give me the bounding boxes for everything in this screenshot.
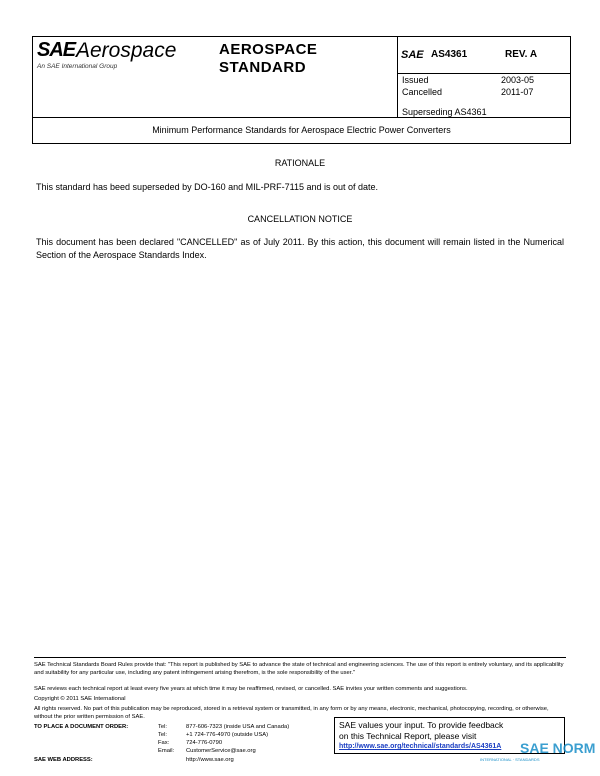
feedback-line-2: on this Technical Report, please visit (339, 731, 477, 741)
revision: REV. A (505, 49, 538, 60)
watermark-subtitle: INTERNATIONAL · STANDARDS (480, 757, 540, 762)
review-note: SAE reviews each technical report at least every five years at which time it may be reaffirmed, revised, or cancelled. SAE invites your written comments and suggestions. (34, 686, 468, 692)
cancellation-heading: CANCELLATION NOTICE (247, 214, 353, 224)
superseding: Superseding AS4361 (402, 107, 487, 117)
rationale-heading: RATIONALE (274, 158, 326, 168)
cancellation-text: This document has been declared "CANCELLED" as of July 2011. By this action, this document will remain listed in the Numerical Section of the Aerospace Standards Index. (36, 237, 564, 260)
tel2-label: Tel: (158, 732, 168, 738)
title-line-2: STANDARD (219, 59, 307, 76)
document-header (32, 36, 571, 118)
header-divider (397, 37, 398, 73)
header-divider (397, 73, 571, 74)
document-subject: Minimum Performance Standards for Aerospace Electric Power Converters (152, 125, 451, 135)
header-divider (397, 73, 398, 118)
issued-value: 2003-05 (501, 75, 535, 85)
feedback-line-1: SAE values your input. To provide feedback (339, 720, 504, 730)
website-link[interactable]: http://www.sae.org (186, 757, 234, 763)
board-rules: SAE Technical Standards Board Rules provide that: "This report is published by SAE to advance the state of technical and engineering sciences. The use of this report is entirely voluntary, and its applicability and suitability for any particular use, including any patent infringement arising therefrom, is the sole responsibility of the user." (34, 662, 564, 676)
email-link[interactable]: CustomerService@sae.org (186, 748, 256, 754)
feedback-link[interactable]: http://www.sae.org/technical/standards/AS4361A (339, 743, 502, 750)
fax-value: 724-776-0790 (186, 740, 223, 746)
title-line-1: AEROSPACE (219, 41, 318, 58)
sae-mark: SAE (401, 49, 424, 61)
logo-subtitle: An SAE International Group (37, 63, 118, 70)
rationale-text: This standard has beed superseded by DO-160 and MIL-PRF-7115 and is out of date. (36, 182, 379, 192)
sae-logo: SAE (37, 39, 76, 61)
email-label: Email: (158, 748, 175, 754)
watermark: SAE NORM (520, 740, 596, 756)
aerospace-logo: Aerospace (76, 39, 177, 62)
footer-rule (34, 657, 566, 658)
standard-title (219, 41, 317, 77)
tel-label: Tel: (158, 724, 168, 730)
document-number: AS4361 (431, 49, 468, 60)
order-label: TO PLACE A DOCUMENT ORDER: (34, 724, 129, 730)
fax-label: Fax: (158, 740, 170, 746)
rights-notice: All rights reserved. No part of this publication may be reproduced, stored in a retrieval system or transmitted, in any form or by any means, electronic, mechanical, photocopying, recording, or otherwise, without the prior written permission of SAE. (34, 706, 549, 720)
cancelled-label: Cancelled (402, 87, 443, 97)
subject-box (32, 117, 571, 144)
tel2-value: +1 724-776-4970 (outside USA) (186, 732, 269, 738)
cancelled-value: 2011-07 (501, 87, 534, 97)
issued-label: Issued (402, 75, 429, 85)
copyright: Copyright © 2011 SAE International (34, 696, 126, 702)
tel-value: 877-606-7323 (inside USA and Canada) (186, 724, 290, 730)
web-label: SAE WEB ADDRESS: (34, 757, 93, 763)
